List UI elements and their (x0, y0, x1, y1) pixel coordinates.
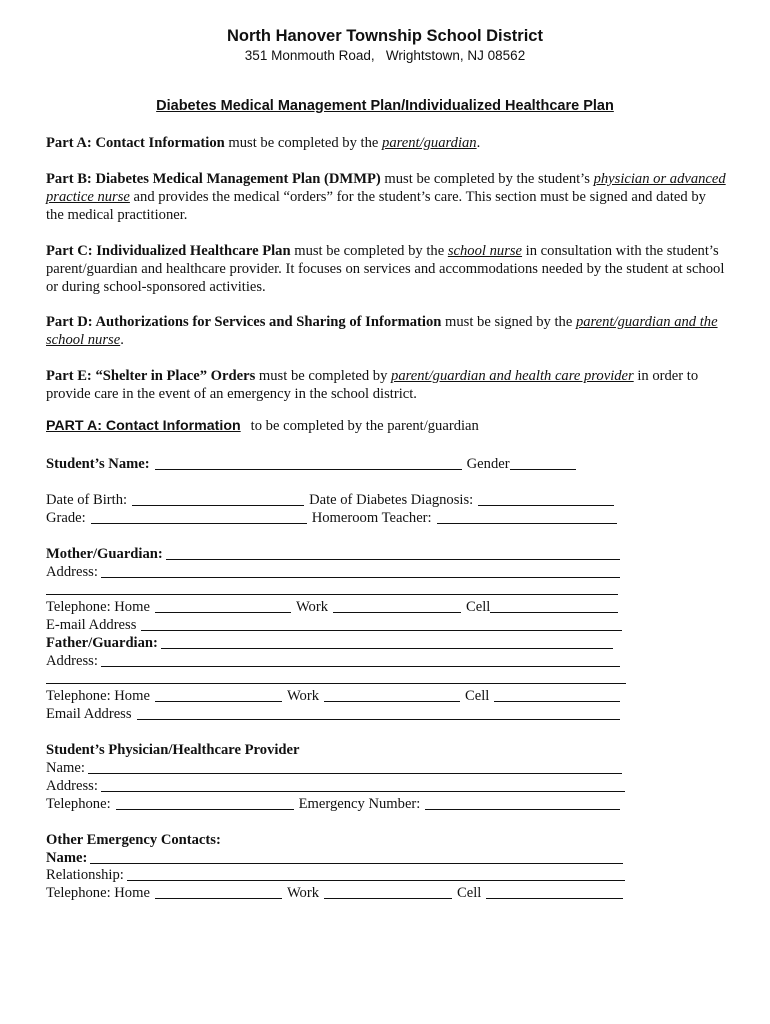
emergency-number-field[interactable] (425, 795, 620, 810)
part-e-end: in order to provide care in the event of an emergency in the school district. (46, 368, 699, 402)
part-d-role: parent/guardian and the school nurse (46, 314, 718, 348)
mother-email-field[interactable] (141, 616, 622, 631)
student-name-row (46, 455, 576, 473)
part-a-end: . (476, 135, 481, 151)
other-work-field[interactable] (324, 884, 452, 899)
other-work-label: Work (286, 885, 319, 901)
father-cell-label: Cell (465, 688, 490, 704)
mother-row (46, 545, 620, 563)
physician-header-row (46, 741, 300, 759)
part-d-text: must be signed by the (441, 314, 576, 330)
part-a-text: must be completed by the (224, 135, 383, 151)
physician-tel-label: Telephone: (46, 796, 111, 812)
mother-email-label: E-mail Address (46, 617, 137, 633)
part-e-intro (46, 367, 726, 403)
other-name-row (46, 849, 623, 867)
relationship-field[interactable] (127, 866, 625, 881)
other-name-field[interactable] (90, 849, 623, 864)
father-tel-home-field[interactable] (155, 687, 282, 702)
part-b-end: and provides the medical “orders” for the student’s care. This section must be signed and dated by the medical practitioner. (46, 189, 706, 223)
father-field[interactable] (161, 634, 613, 649)
district-name: North Hanover Township School District (227, 27, 543, 45)
other-tel-home-field[interactable] (155, 884, 282, 899)
mother-address-row (46, 563, 620, 581)
physician-address-row (46, 777, 625, 795)
physician-phone-row (46, 795, 620, 813)
diagnosis-date-label: Date of Diabetes Diagnosis: (309, 492, 474, 508)
part-e-label: Part E: “Shelter in Place” Orders (46, 368, 256, 384)
part-b-role: physician or advanced practice nurse (46, 171, 726, 205)
mother-tel-home-label: Telephone: Home (46, 599, 150, 615)
father-row (46, 634, 613, 652)
other-cell-label: Cell (457, 885, 482, 901)
part-e-role: parent/guardian and health care provider (391, 368, 634, 384)
mother-address-field[interactable] (101, 563, 620, 578)
father-address-field-2[interactable] (46, 669, 626, 684)
part-a-label: Part A: Contact Information (46, 135, 225, 151)
part-c-role: school nurse (447, 243, 523, 259)
part-b-label: Part B: Diabetes Medical Management Plan (DMMP) (46, 171, 381, 187)
father-work-label: Work (286, 688, 319, 704)
mother-cell-field[interactable] (490, 598, 618, 613)
mother-address-label: Address: (46, 564, 98, 580)
father-address-line2 (46, 669, 626, 687)
part-a-heading (46, 418, 479, 435)
father-address-label: Address: (46, 653, 98, 669)
dob-label: Date of Birth: (46, 492, 128, 508)
mother-email-row (46, 616, 622, 634)
father-phone-row (46, 687, 620, 705)
plan-title: Diabetes Medical Management Plan/Individualized Healthcare Plan (156, 98, 614, 114)
other-tel-home-label: Telephone: Home (46, 885, 150, 901)
part-a-intro (46, 134, 726, 152)
father-cell-field[interactable] (494, 687, 620, 702)
homeroom-label: Homeroom Teacher: (311, 510, 432, 526)
mother-field[interactable] (166, 545, 620, 560)
part-a-title: PART A: Contact Information (46, 418, 241, 434)
district-address: 351 Monmouth Road, Wrightstown, NJ 08562 (244, 48, 526, 63)
mother-work-label: Work (295, 599, 328, 615)
gender-field[interactable] (510, 455, 576, 470)
mother-tel-home-field[interactable] (155, 598, 291, 613)
physician-name-label: Name: (46, 760, 85, 776)
part-a-role: parent/guardian (382, 135, 477, 151)
grade-row (46, 509, 617, 527)
gender-label: Gender (466, 456, 510, 472)
physician-address-label: Address: (46, 778, 98, 794)
father-address-field[interactable] (101, 652, 620, 667)
student-name-label: Student’s Name: (46, 456, 150, 472)
part-c-text: must be completed by the (290, 243, 448, 259)
physician-name-field[interactable] (88, 759, 622, 774)
other-name-label: Name: (46, 850, 88, 866)
part-e-text: must be completed by (255, 368, 392, 384)
other-contacts-header: Other Emergency Contacts: (46, 832, 221, 848)
relationship-row (46, 866, 625, 884)
homeroom-field[interactable] (437, 509, 617, 524)
part-b-text: must be completed by the student’s (380, 171, 594, 187)
physician-tel-field[interactable] (116, 795, 294, 810)
other-cell-field[interactable] (486, 884, 623, 899)
part-c-intro (46, 242, 726, 296)
other-phone-row (46, 884, 623, 902)
part-d-intro (46, 313, 726, 349)
dob-field[interactable] (132, 491, 304, 506)
mother-phone-row (46, 598, 618, 616)
father-label: Father/Guardian: (46, 635, 158, 651)
father-address-row (46, 652, 620, 670)
emergency-number-label: Emergency Number: (298, 796, 421, 812)
grade-label: Grade: (46, 510, 86, 526)
father-tel-home-label: Telephone: Home (46, 688, 150, 704)
part-d-end: . (120, 332, 124, 348)
physician-header: Student’s Physician/Healthcare Provider (46, 742, 300, 758)
mother-address-field-2[interactable] (46, 580, 618, 595)
grade-field[interactable] (91, 509, 307, 524)
student-name-field[interactable] (155, 455, 462, 470)
dob-row (46, 491, 614, 509)
diagnosis-date-field[interactable] (478, 491, 614, 506)
father-email-field[interactable] (137, 705, 620, 720)
part-d-label: Part D: Authorizations for Services and Sharing of Information (46, 314, 442, 330)
physician-name-row (46, 759, 622, 777)
mother-address-line2 (46, 580, 618, 598)
mother-label: Mother/Guardian: (46, 546, 163, 562)
part-c-end: in consultation with the student’s parent/guardian and healthcare provider. It focuses on services and accommodations needed by the student at school or during school-sponsored activities. (46, 243, 725, 295)
part-b-intro (46, 170, 726, 224)
physician-address-field[interactable] (101, 777, 625, 792)
father-email-label: Email Address (46, 706, 132, 722)
father-email-row (46, 705, 620, 723)
mother-cell-label: Cell (466, 599, 491, 615)
part-c-label: Part C: Individualized Healthcare Plan (46, 243, 291, 259)
part-a-subtitle: to be completed by the parent/guardian (250, 418, 479, 434)
father-work-field[interactable] (324, 687, 460, 702)
relationship-label: Relationship: (46, 867, 124, 883)
other-contacts-header-row (46, 831, 221, 849)
mother-work-field[interactable] (333, 598, 461, 613)
